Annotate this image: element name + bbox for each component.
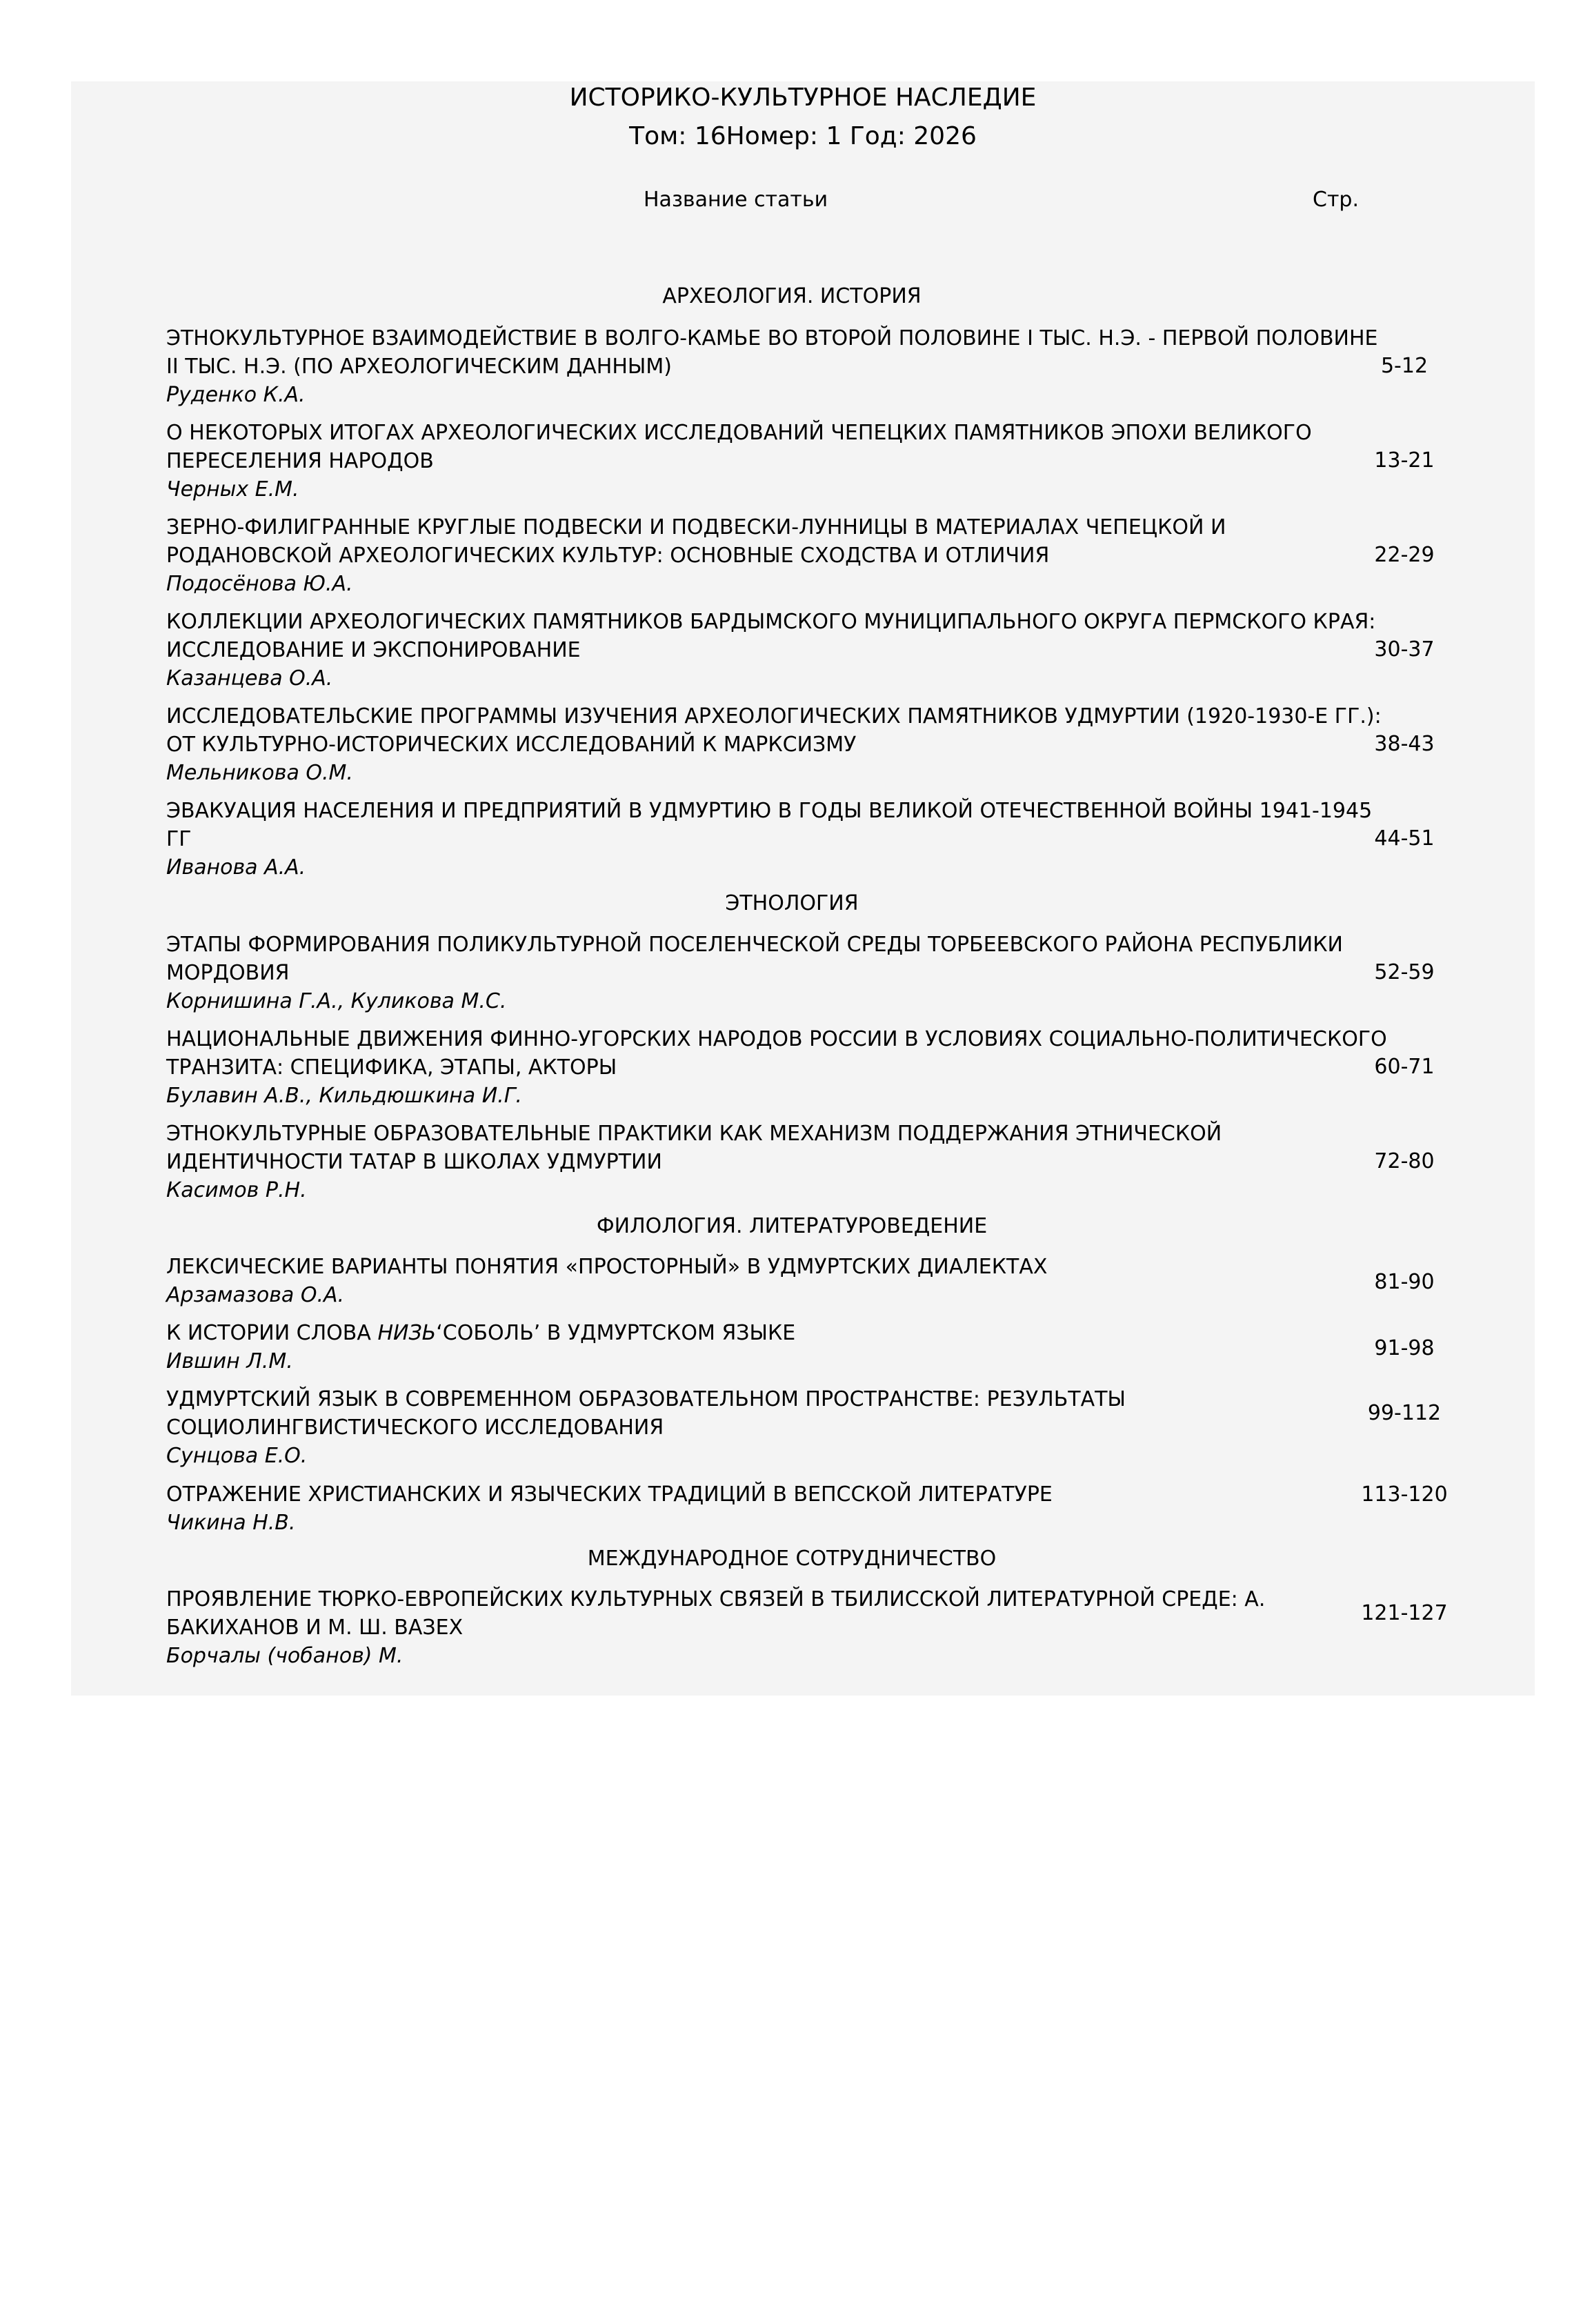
article-entry[interactable] [166,931,1546,1015]
article-pages: 5-12 [1380,354,1428,378]
article-pages: 72-80 [1374,1149,1435,1173]
article-authors: Булавин А.В., Кильдюшкина И.Г. [166,1084,522,1108]
article-title[interactable]: КОЛЛЕКЦИИ АРХЕОЛОГИЧЕСКИХ ПАМЯТНИКОВ БАРДЫМСКОГО МУНИЦИПАЛЬНОГО ОКРУГА ПЕРМСКОГО КРАЯ: ИССЛЕДОВАНИЕ И ЭКСПОНИРОВАНИЕ [166,610,1376,662]
article-title[interactable]: ИССЛЕДОВАТЕЛЬСКИЕ ПРОГРАММЫ ИЗУЧЕНИЯ АРХЕОЛОГИЧЕСКИХ ПАМЯТНИКОВ УДМУРТИИ (1920-1930-Е ГГ.): ОТ КУЛЬТУРНО-ИСТОРИЧЕСКИХ ИССЛЕДОВАНИЙ К МАРКСИЗМУ [166,704,1382,757]
article-entry[interactable] [166,1480,1546,1537]
article-authors: Руденко К.А. [166,383,306,407]
section-heading: ФИЛОЛОГИЯ. ЛИТЕРАТУРОВЕДЕНИЕ [596,1214,988,1238]
article-title[interactable]: УДМУРТСКИЙ ЯЗЫК В СОВРЕМЕННОМ ОБРАЗОВАТЕЛЬНОМ ПРОСТРАНСТВЕ: РЕЗУЛЬТАТЫ СОЦИОЛИНГВИСТИЧЕСКОГО ИССЛЕДОВАНИЯ [166,1387,1126,1440]
article-title[interactable]: ЭТНОКУЛЬТУРНЫЕ ОБРАЗОВАТЕЛЬНЫЕ ПРАКТИКИ КАК МЕХАНИЗМ ПОДДЕРЖАНИЯ ЭТНИЧЕСКОЙ ИДЕНТИЧНОСТИ ТАТАР В ШКОЛАХ УДМУРТИИ [166,1122,1222,1174]
article-authors: Мельникова О.М. [166,761,353,785]
article-title[interactable]: НАЦИОНАЛЬНЫЕ ДВИЖЕНИЯ ФИННО-УГОРСКИХ НАРОДОВ РОССИИ В УСЛОВИЯХ СОЦИАЛЬНО-ПОЛИТИЧЕСКОГО ТРАНЗИТА: СПЕЦИФИКА, ЭТАПЫ, АКТОРЫ [166,1027,1387,1080]
article-entry[interactable] [166,1120,1546,1204]
article-pages: 121-127 [1361,1601,1448,1625]
article-authors: Подосёнова Ю.А. [166,572,353,596]
section-heading: ЭТНОЛОГИЯ [725,891,859,915]
article-title[interactable]: О НЕКОТОРЫХ ИТОГАХ АРХЕОЛОГИЧЕСКИХ ИССЛЕДОВАНИЙ ЧЕПЕЦКИХ ПАМЯТНИКОВ ЭПОХИ ВЕЛИКОГО ПЕРЕСЕЛЕНИЯ НАРОДОВ [166,421,1312,473]
article-pages: 22-29 [1374,543,1435,567]
journal-title: ИСТОРИКО-КУЛЬТУРНОЕ НАСЛЕДИЕ [569,83,1037,112]
section-heading: МЕЖДУНАРОДНОЕ СОТРУДНИЧЕСТВО [587,1547,997,1571]
article-entry[interactable] [166,1253,1546,1309]
article-title[interactable]: ПРОЯВЛЕНИЕ ТЮРКО-ЕВРОПЕЙСКИХ КУЛЬТУРНЫХ СВЯЗЕЙ В ТБИЛИССКОЙ ЛИТЕРАТУРНОЙ СРЕДЕ: А. БАКИХАНОВ И М. Ш. ВАЗЕХ [166,1587,1266,1640]
article-authors: Казанцева О.А. [166,666,333,691]
article-pages: 81-90 [1374,1270,1435,1294]
article-entry[interactable] [166,797,1546,882]
article-entry[interactable] [166,419,1546,504]
article-title[interactable]: ЗЕРНО-ФИЛИГРАННЫЕ КРУГЛЫЕ ПОДВЕСКИ И ПОДВЕСКИ-ЛУННИЦЫ В МАТЕРИАЛАХ ЧЕПЕЦКОЙ И РОДАНОВСКОЙ АРХЕОЛОГИЧЕСКИХ КУЛЬТУР: ОСНОВНЫЕ СХОДСТВА И ОТЛИЧИЯ [166,515,1226,568]
section-heading: АРХЕОЛОГИЯ. ИСТОРИЯ [662,284,922,308]
article-pages: 44-51 [1374,826,1435,851]
article-authors: Иванова А.А. [166,855,306,880]
article-authors: Корнишина Г.А., Куликова М.С. [166,989,507,1013]
article-authors: Черных Е.М. [166,477,299,501]
article-authors: Касимов Р.Н. [166,1178,307,1202]
article-pages: 52-59 [1374,960,1435,984]
article-entry[interactable] [166,702,1546,787]
article-entry[interactable] [166,1025,1546,1110]
article-authors: Ившин Л.М. [166,1349,293,1373]
article-title[interactable]: ОТРАЖЕНИЕ ХРИСТИАНСКИХ И ЯЗЫЧЕСКИХ ТРАДИЦИЙ В ВЕПССКОЙ ЛИТЕРАТУРЕ [166,1482,1053,1507]
article-pages: 113-120 [1361,1482,1448,1507]
column-header-pages: Стр. [1313,188,1360,212]
article-authors: Чикина Н.В. [166,1511,296,1535]
article-entry[interactable] [166,324,1546,409]
article-entry[interactable] [166,1385,1546,1470]
article-entry[interactable] [166,513,1546,598]
issue-line: Том: 16Номер: 1 Год: 2026 [629,122,977,150]
article-entry[interactable] [166,1585,1546,1670]
article-title-part: К ИСТОРИИ СЛОВА [166,1321,378,1345]
article-pages: 13-21 [1374,448,1435,473]
article-pages: 30-37 [1374,637,1435,662]
column-header-title: Название статьи [644,188,828,212]
article-pages: 99-112 [1367,1401,1442,1425]
article-title[interactable]: ЭТАПЫ ФОРМИРОВАНИЯ ПОЛИКУЛЬТУРНОЙ ПОСЕЛЕНЧЕСКОЙ СРЕДЫ ТОРБЕЕВСКОГО РАЙОНА РЕСПУБЛИКИ МОРДОВИЯ [166,933,1343,985]
article-pages: 38-43 [1374,732,1435,756]
article-title-part: ‘СОБОЛЬ’ В УДМУРТСКОМ ЯЗЫКЕ [436,1321,796,1345]
article-title[interactable] [166,1319,1387,1347]
article-title[interactable]: ЭВАКУАЦИЯ НАСЕЛЕНИЯ И ПРЕДПРИЯТИЙ В УДМУРТИЮ В ГОДЫ ВЕЛИКОЙ ОТЕЧЕСТВЕННОЙ ВОЙНЫ 1941-1945 ГГ [166,799,1373,851]
article-authors: Арзамазова О.А. [166,1283,345,1307]
article-entry[interactable] [166,1319,1546,1375]
article-authors: Борчалы (чобанов) М. [166,1644,404,1668]
article-pages: 91-98 [1374,1336,1435,1360]
article-title[interactable]: ЭТНОКУЛЬТУРНОЕ ВЗАИМОДЕЙСТВИЕ В ВОЛГО-КАМЬЕ ВО ВТОРОЙ ПОЛОВИНЕ I ТЫС. Н.Э. - ПЕРВОЙ ПОЛОВИНЕ II ТЫС. Н.Э. (ПО АРХЕОЛОГИЧЕСКИМ ДАННЫМ) [166,326,1378,379]
contents-panel [71,81,1535,1696]
article-title[interactable]: ЛЕКСИЧЕСКИЕ ВАРИАНТЫ ПОНЯТИЯ «ПРОСТОРНЫЙ» В УДМУРТСКИХ ДИАЛЕКТАХ [166,1255,1048,1279]
article-entry[interactable] [166,608,1546,693]
article-authors: Сунцова Е.О. [166,1444,308,1468]
article-pages: 60-71 [1374,1055,1435,1079]
article-title-term: НИЗЬ [377,1321,437,1345]
